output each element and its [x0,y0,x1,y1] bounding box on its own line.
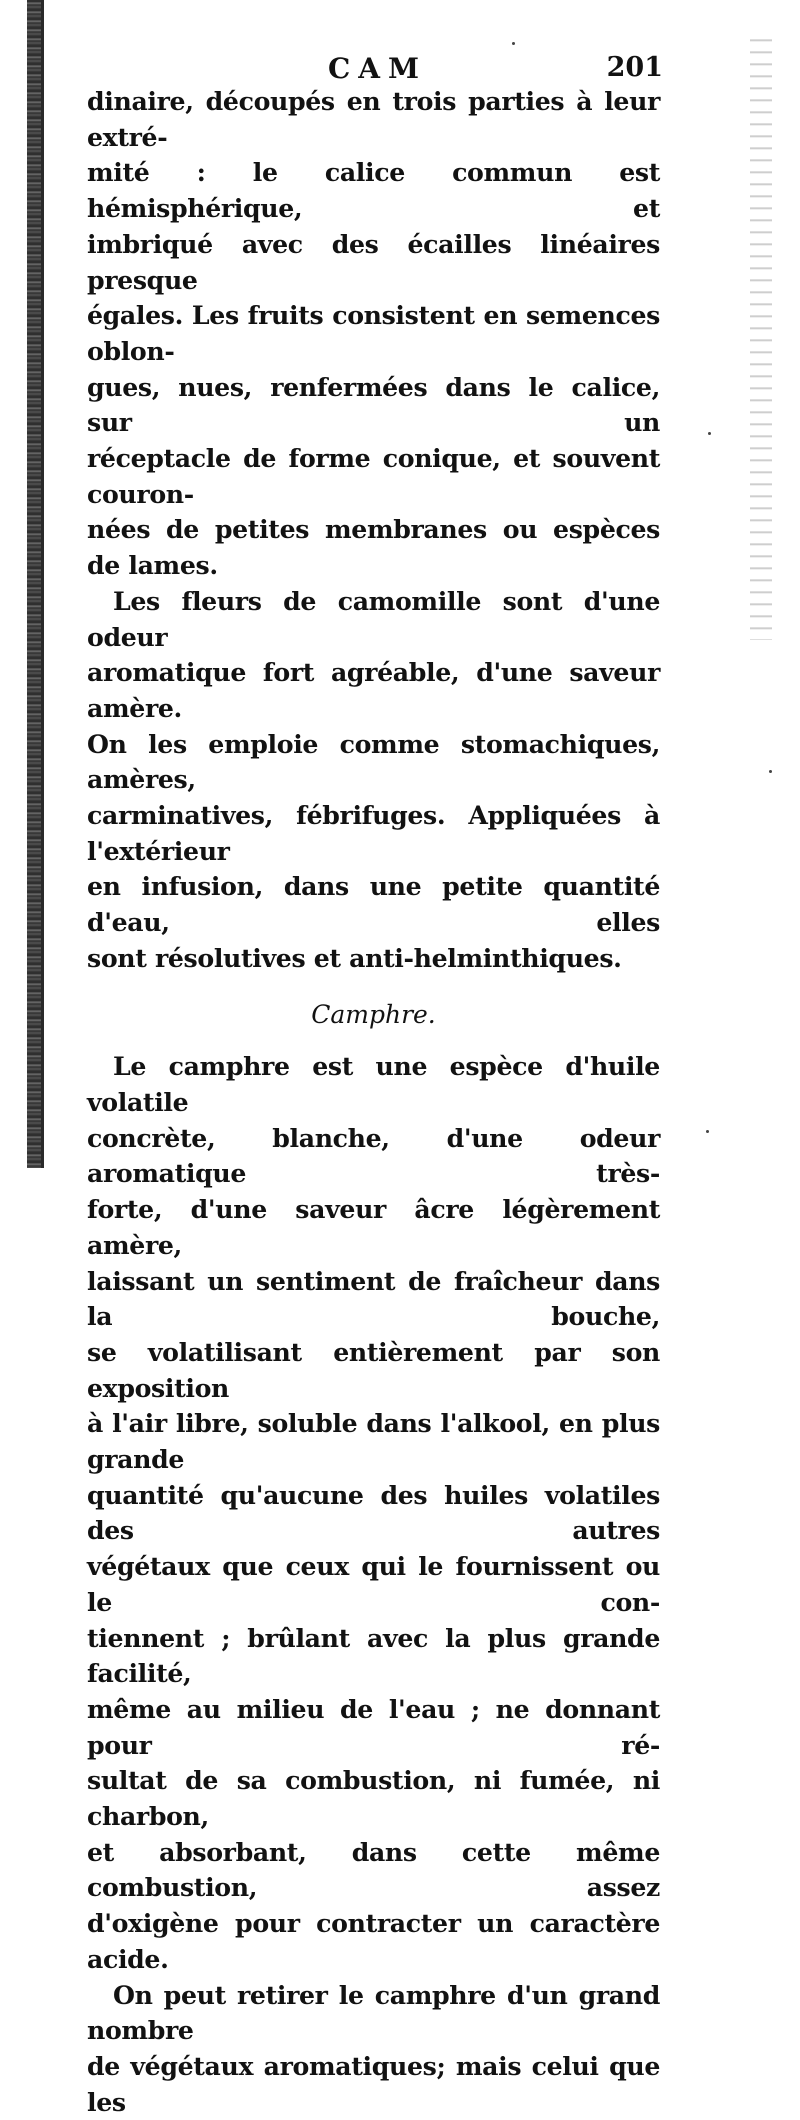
section-heading: Camphre. [311,999,436,1029]
text-line: mité : le calice commun est hémisphérique, et [87,157,660,224]
text-line: égales. Les fruits consistent en semences oblon- [87,300,660,366]
text-line: d'oxigène pour contracter un caractère acide. [87,1908,660,1974]
text-line: forte, d'une saveur âcre légèrement amère, [87,1194,660,1260]
book-spine-edge [41,0,44,1168]
text-line: sont résolutives et anti-helminthiques. [87,942,622,973]
speck [769,770,772,773]
page-body [87,84,660,2120]
text-line: On peut retirer le camphre d'un grand nombre [87,1979,660,2046]
text-line: gues, nues, renfermées dans le calice, sur un [87,371,660,438]
running-title: CAM [327,52,427,85]
text-line: imbriqué avec des écailles linéaires presque [87,228,660,295]
running-header [80,52,675,85]
text-line: concrète, blanche, d'une odeur aromatique très- [87,1122,660,1189]
text-line: dinaire, découpés en trois parties à leur extré- [87,86,660,152]
text-line: réceptacle de forme conique, et souvent couron- [87,443,660,509]
text-line: à l'air libre, soluble dans l'alkool, en plus grande [87,1408,660,1475]
text-line: laissant un sentiment de fraîcheur dans la bouche, [87,1265,660,1332]
speck [706,1130,709,1133]
text-line: quantité qu'aucune des huiles volatiles des autres [87,1479,660,1546]
speck [512,42,515,45]
text-line: Les fleurs de camomille sont d'une odeur [87,585,660,652]
text-line: carminatives, fébrifuges. Appliquées à l'extérieur [87,800,660,866]
text-line: en infusion, dans une petite quantité d'eau, elles [87,871,660,938]
text-line: nées de petites membranes ou espèces de lames. [87,514,660,581]
text-line: Le camphre est une espèce d'huile volatile [87,1051,660,1117]
page-edge-marks [750,30,772,640]
paragraph-camphre-sources [87,1978,660,2120]
paragraph-camphre-description [87,1049,660,1977]
page-number: 201 [606,52,663,83]
text-line: On les emploie comme stomachiques, amères, [87,728,660,795]
text-line: de végétaux aromatiques; mais celui que les [87,2050,660,2117]
text-line: et absorbant, dans cette même combustion, assez [87,1836,660,1903]
text-line: végétaux que ceux qui le fournissent ou le con- [87,1551,660,1617]
text-line: même au milieu de l'eau ; ne donnant pour ré- [87,1693,660,1760]
paragraph-camomille-uses [87,584,660,977]
speck [708,432,711,435]
text-line: se volatilisant entièrement par son exposition [87,1336,660,1403]
text-line: tiennent ; brûlant avec la plus grande facilité, [87,1622,660,1689]
text-line: sultat de sa combustion, ni fumée, ni charbon, [87,1765,660,1832]
paragraph-continuation [87,84,660,584]
text-line: aromatique fort agréable, d'une saveur amère. [87,657,660,723]
book-spine-shadow [27,0,41,1168]
